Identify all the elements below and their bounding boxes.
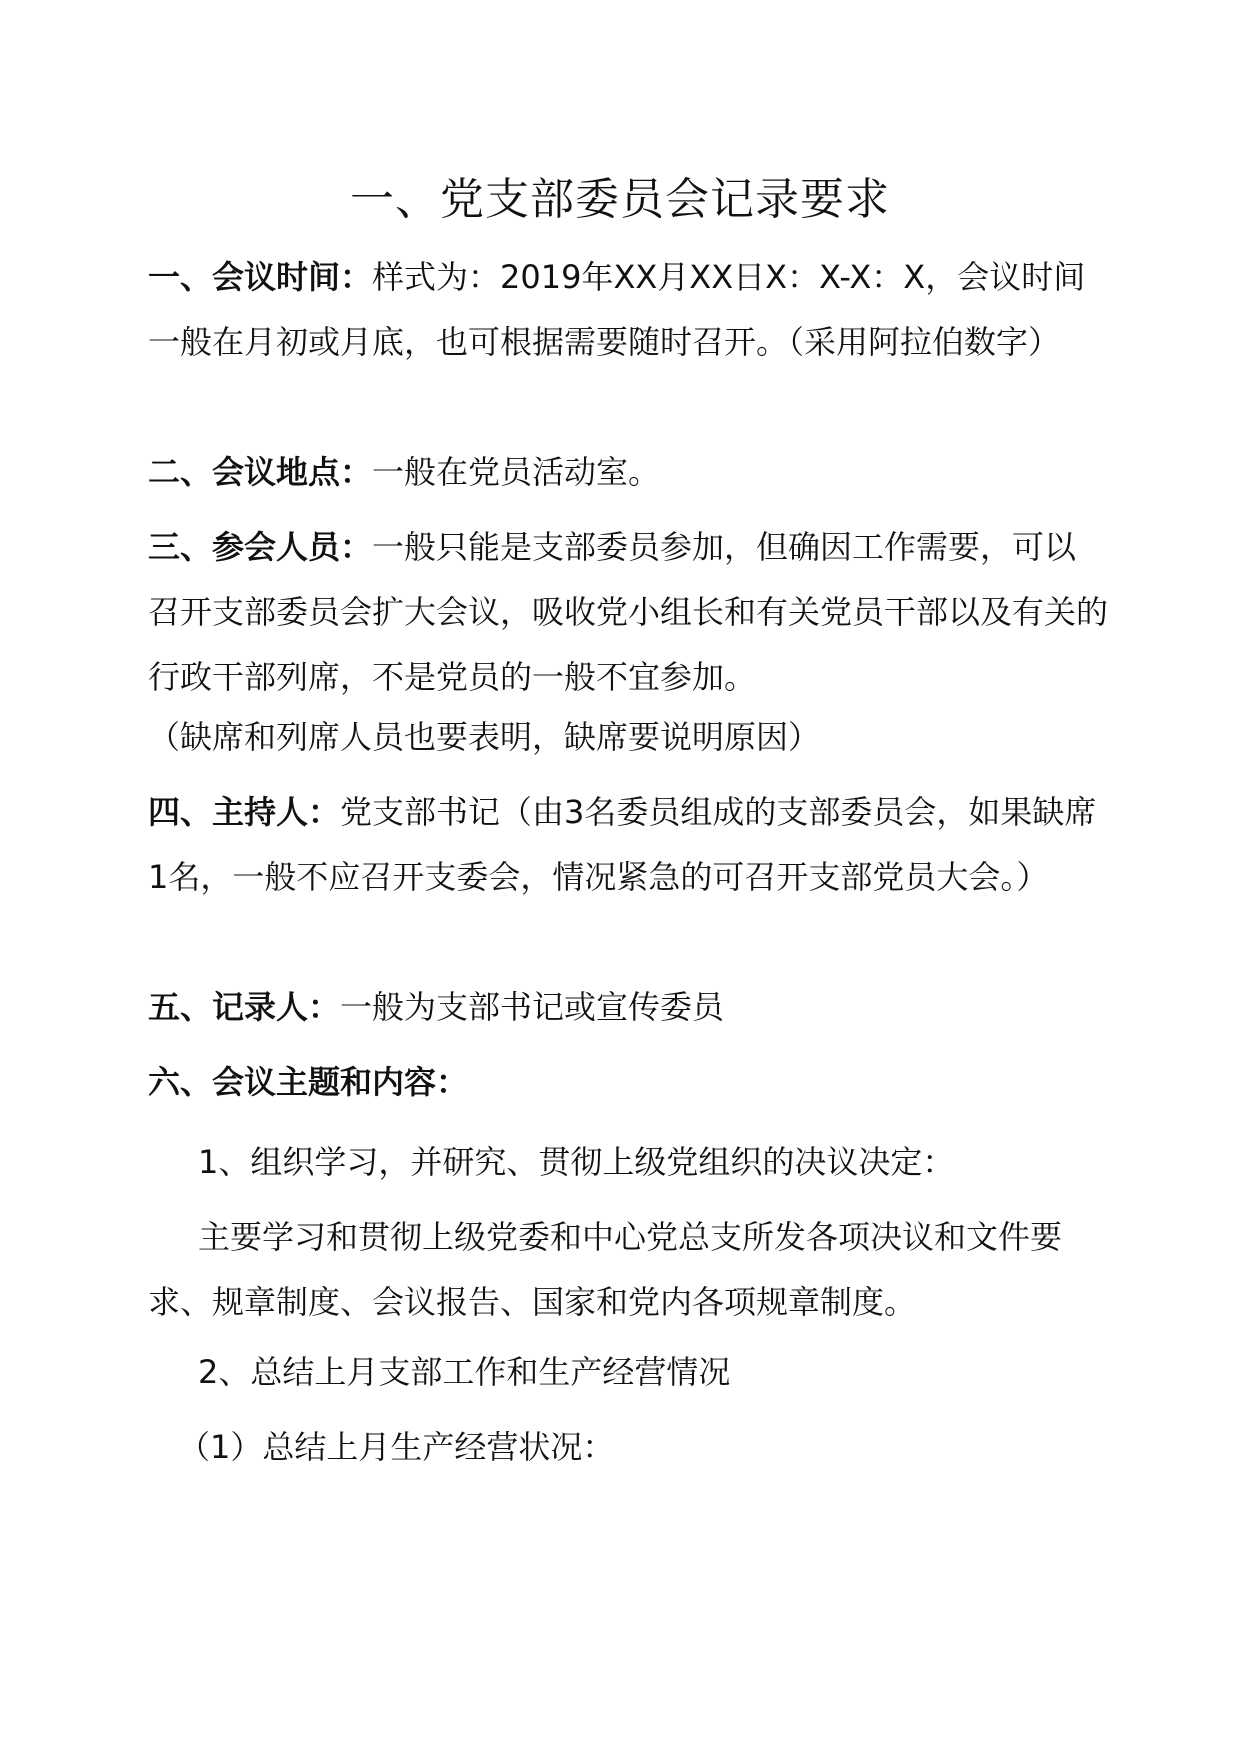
section-meeting-time <box>148 245 1108 375</box>
document-title: 一、党支部委员会记录要求 <box>350 174 890 225</box>
attendees-note: （缺席和列席人员也要表明，缺席要说明原因） <box>148 718 821 756</box>
section-meeting-place <box>148 440 1108 505</box>
section-topics <box>148 1050 1108 1115</box>
section-label: 一、会议时间： <box>148 258 373 296</box>
section-text: 一般在党员活动室。 <box>372 453 661 491</box>
section-attendees <box>148 515 1108 710</box>
section-label: 四、主持人： <box>148 793 341 831</box>
topic-item-1-detail: 主要学习和贯彻上级党委和中心党总支所发各项决议和文件要求、规章制度、会议报告、国家和党内各项规章制度。 <box>148 1218 1063 1321</box>
section-text: 一般为支部书记或宣传委员 <box>340 988 725 1026</box>
section-label: 六、会议主题和内容： <box>148 1063 469 1101</box>
section-label: 三、参会人员： <box>148 528 373 566</box>
section-text: 一般只能是支部委员参加，但确因工作需要，可以召开支部委员会扩大会议，吸收党小组长和有关党员干部以及有关的行政干部列席，不是党员的一般不宜参加。 <box>148 528 1109 696</box>
section-text: 党支部书记（由3名委员组成的支部委员会，如果缺席1名，一般不应召开支委会，情况紧急的可召开支部党员大会。） <box>148 793 1097 896</box>
section-label: 五、记录人： <box>148 988 341 1026</box>
topic-item-2-sub-1: （1）总结上月生产经营状况： <box>178 1428 615 1466</box>
section-recorder <box>148 975 1108 1040</box>
section-label: 二、会议地点： <box>148 453 373 491</box>
section-text: 样式为：2019年XX月XX日X：X-X：X，会议时间一般在月初或月底，也可根据需要随时召开。（采用阿拉伯数字） <box>148 258 1086 361</box>
section-host <box>148 780 1108 910</box>
topic-item-2: 2、总结上月支部工作和生产经营情况 <box>198 1353 731 1391</box>
topic-item-1: 1、组织学习，并研究、贯彻上级党组织的决议决定： <box>198 1143 955 1181</box>
